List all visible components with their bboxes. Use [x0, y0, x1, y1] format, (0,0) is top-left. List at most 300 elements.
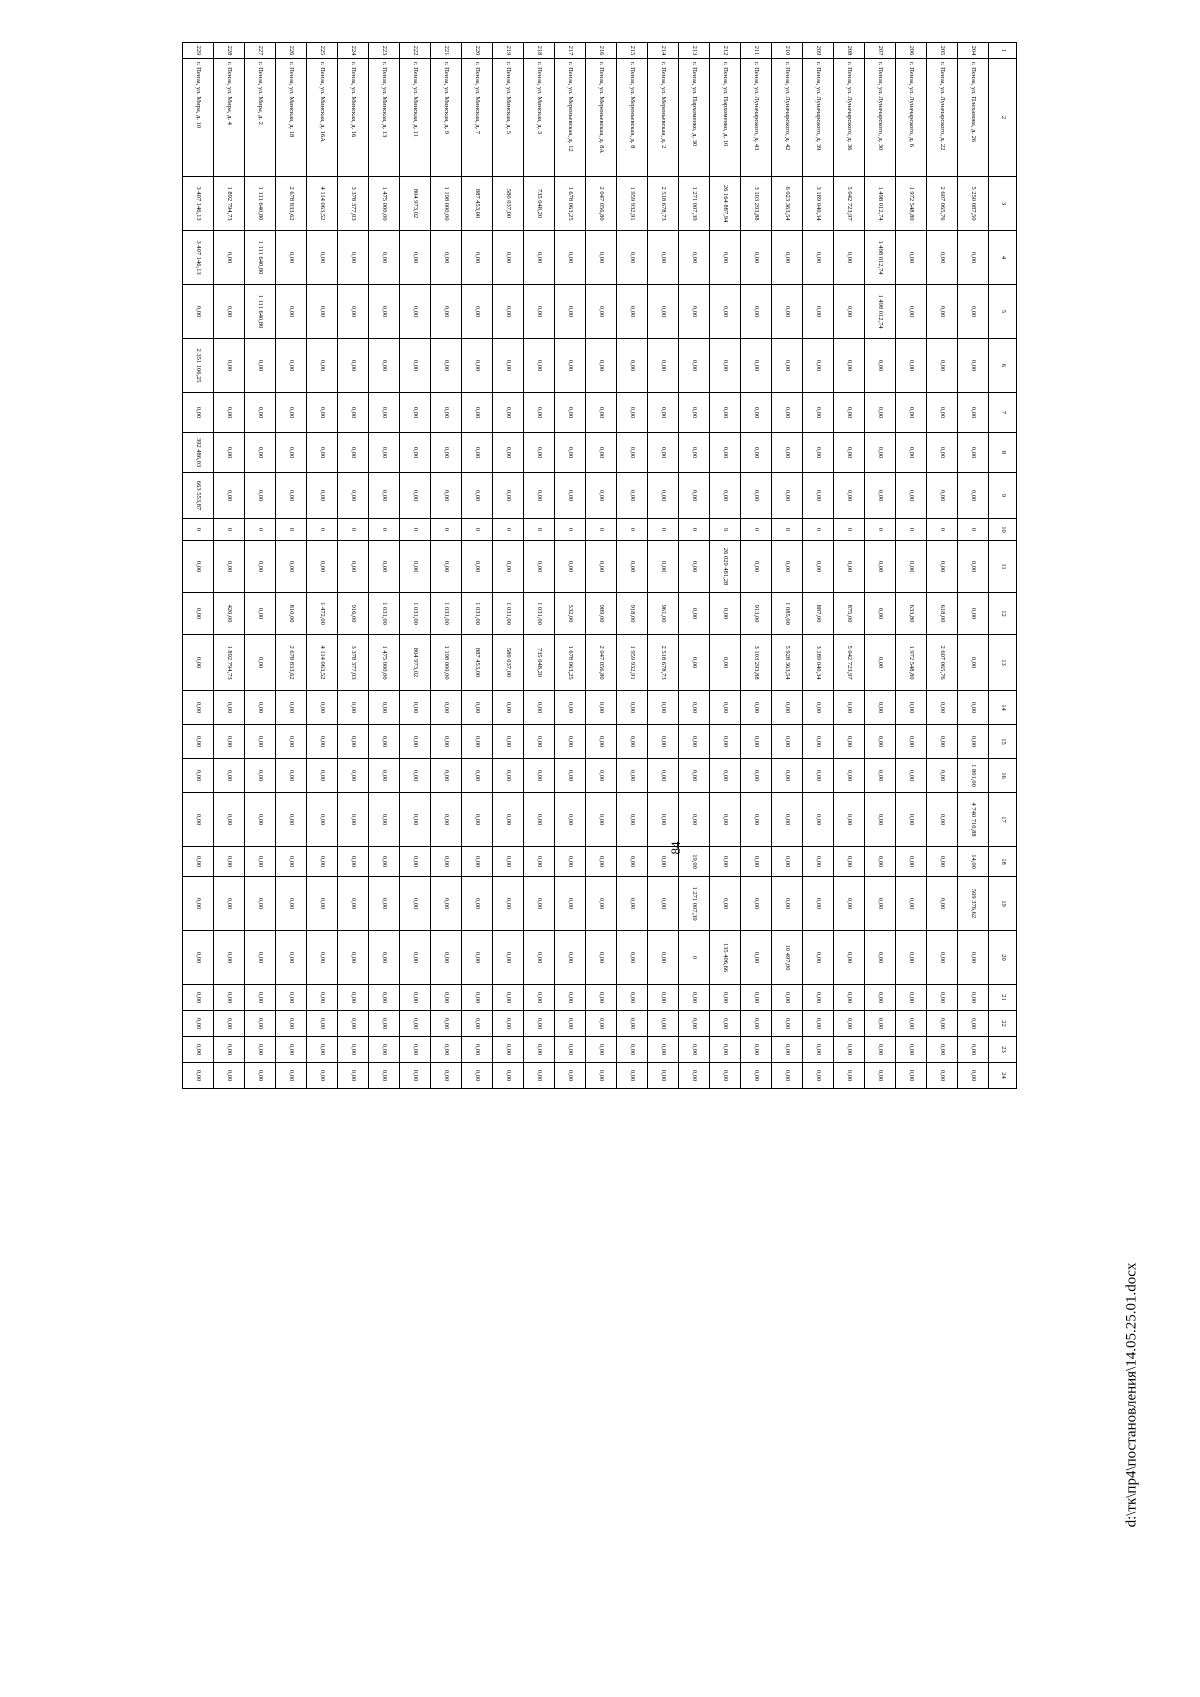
value-cell: 0,00 [772, 1011, 803, 1037]
value-cell: 0,00 [431, 793, 462, 847]
value-cell: 0,00 [183, 759, 214, 793]
value-cell: 0,00 [462, 285, 493, 339]
row-number-cell: 226 [276, 43, 307, 59]
value-cell: 0,00 [834, 985, 865, 1011]
value-cell: 0 [679, 931, 710, 985]
value-cell: 0,00 [307, 1063, 338, 1089]
value-cell: 0 [493, 519, 524, 541]
value-cell: 0,00 [772, 725, 803, 759]
value-cell: 0,00 [586, 1011, 617, 1037]
row-number-cell: 228 [214, 43, 245, 59]
value-cell: 0,00 [462, 541, 493, 593]
value-cell: 0,00 [338, 725, 369, 759]
value-cell: 0,00 [214, 793, 245, 847]
value-cell: 0 [741, 519, 772, 541]
value-cell: 0 [245, 519, 276, 541]
value-cell: 0,00 [400, 339, 431, 393]
value-cell: 0,00 [462, 473, 493, 519]
column-header-14: 14 [989, 691, 1017, 725]
value-cell: 0 [803, 519, 834, 541]
value-cell: 0,00 [927, 985, 958, 1011]
value-cell: 0,00 [369, 759, 400, 793]
value-cell: 0,00 [834, 473, 865, 519]
value-cell: 26 164 887,94 [710, 177, 741, 231]
column-header-23: 23 [989, 1037, 1017, 1063]
column-header-20: 20 [989, 931, 1017, 985]
value-cell: 0,00 [431, 691, 462, 725]
value-cell: 2 047 056,80 [586, 177, 617, 231]
value-cell: 0,00 [710, 593, 741, 635]
value-cell: 0,00 [679, 433, 710, 473]
column-header-22: 22 [989, 1011, 1017, 1037]
value-cell: 0,00 [400, 985, 431, 1011]
value-cell: 135 406,66 [710, 931, 741, 985]
value-cell: 0,00 [958, 1063, 989, 1089]
value-cell: 0,00 [741, 1037, 772, 1063]
value-cell: 0,00 [710, 635, 741, 691]
value-cell: 0,00 [741, 339, 772, 393]
value-cell: 5 042 723,97 [834, 635, 865, 691]
address-cell: г. Пенза, ул. Мира, д. 10 [183, 59, 214, 177]
value-cell: 0,00 [183, 793, 214, 847]
value-cell: 0,00 [710, 847, 741, 877]
value-cell: 0,00 [648, 393, 679, 433]
table-row [586, 43, 617, 1089]
value-cell: 0,00 [586, 931, 617, 985]
value-cell: 0,00 [834, 433, 865, 473]
value-cell: 0,00 [865, 725, 896, 759]
address-cell: г. Пенза, ул. Луначарского, д. 43 [741, 59, 772, 177]
value-cell: 0,00 [865, 759, 896, 793]
value-cell: 0,00 [679, 725, 710, 759]
value-cell: 0,00 [524, 473, 555, 519]
value-cell: 3 103 293,88 [741, 635, 772, 691]
value-cell: 0,00 [493, 877, 524, 931]
value-cell: 0,00 [803, 931, 834, 985]
column-header-5: 5 [989, 285, 1017, 339]
value-cell: 0 [617, 519, 648, 541]
value-cell: 0,00 [679, 285, 710, 339]
value-cell: 0,00 [493, 793, 524, 847]
value-cell: 0,00 [524, 877, 555, 931]
value-cell: 1 111 640,80 [245, 285, 276, 339]
value-cell: 2 047 056,80 [586, 635, 617, 691]
value-cell: 0,00 [338, 793, 369, 847]
value-cell: 0,00 [307, 691, 338, 725]
value-cell: 0,00 [741, 793, 772, 847]
value-cell: 0,00 [617, 393, 648, 433]
value-cell: 0,00 [927, 231, 958, 285]
value-cell: 0,00 [586, 473, 617, 519]
value-cell: 0,00 [927, 433, 958, 473]
value-cell: 0,00 [524, 433, 555, 473]
value-cell: 0,00 [896, 231, 927, 285]
value-cell: 0,00 [896, 931, 927, 985]
value-cell: 0,00 [276, 339, 307, 393]
address-cell: г. Пенза, ул. Мереньевская, д. 8 [617, 59, 648, 177]
value-cell: 5 042 723,97 [834, 177, 865, 231]
value-cell: 0,00 [803, 1063, 834, 1089]
value-cell: 0,00 [555, 985, 586, 1011]
value-cell: 0 [896, 519, 927, 541]
value-cell: 0 [555, 519, 586, 541]
value-cell: 0,00 [493, 393, 524, 433]
value-cell: 0,00 [338, 433, 369, 473]
value-cell: 0,00 [865, 1011, 896, 1037]
value-cell: 0,00 [648, 759, 679, 793]
value-cell: 0,00 [431, 339, 462, 393]
value-cell: 0,00 [183, 877, 214, 931]
value-cell: 0,00 [369, 433, 400, 473]
value-cell: 4 740 710,88 [958, 793, 989, 847]
value-cell: 0,00 [679, 759, 710, 793]
value-cell: 0,00 [369, 285, 400, 339]
value-cell: 0,00 [276, 541, 307, 593]
value-cell: 0,00 [338, 691, 369, 725]
value-cell: 0,00 [183, 725, 214, 759]
column-header-6: 6 [989, 339, 1017, 393]
value-cell: 0,00 [245, 541, 276, 593]
value-cell: 0,00 [958, 931, 989, 985]
value-cell: 0,00 [431, 1063, 462, 1089]
value-cell: 0,00 [958, 635, 989, 691]
value-cell: 1 031,00 [400, 593, 431, 635]
value-cell: 0,00 [493, 473, 524, 519]
value-cell: 0,00 [555, 877, 586, 931]
value-cell: 0,00 [896, 1037, 927, 1063]
value-cell: 0,00 [307, 433, 338, 473]
value-cell: 0,00 [710, 725, 741, 759]
value-cell: 0,00 [338, 231, 369, 285]
value-cell: 0,00 [648, 1063, 679, 1089]
value-cell: 0,00 [679, 593, 710, 635]
value-cell: 0,00 [276, 759, 307, 793]
value-cell: 0,00 [555, 793, 586, 847]
value-cell: 0,00 [276, 691, 307, 725]
value-cell: 1 801,00 [958, 759, 989, 793]
value-cell: 1 031,00 [462, 593, 493, 635]
table-row [865, 43, 896, 1089]
value-cell: 0,00 [400, 793, 431, 847]
value-cell: 0,00 [772, 1037, 803, 1063]
value-cell: 2 351 106,25 [183, 339, 214, 393]
value-cell: 0,00 [276, 1037, 307, 1063]
value-cell: 0,00 [834, 231, 865, 285]
value-cell: 0,00 [183, 847, 214, 877]
value-cell: 0,00 [524, 931, 555, 985]
value-cell: 0,00 [462, 231, 493, 285]
value-cell: 0,00 [865, 691, 896, 725]
value-cell: 0,00 [245, 725, 276, 759]
value-cell: 392 486,03 [183, 433, 214, 473]
value-cell: 1 271 007,39 [679, 177, 710, 231]
row-number-cell: 222 [400, 43, 431, 59]
value-cell: 0,00 [245, 393, 276, 433]
table-row [276, 43, 307, 1089]
value-cell: 0,00 [555, 433, 586, 473]
value-cell: 887 453,00 [462, 177, 493, 231]
row-number-cell: 220 [462, 43, 493, 59]
value-cell: 0,00 [307, 985, 338, 1011]
value-cell: 0,00 [803, 1037, 834, 1063]
value-cell: 10 497,00 [772, 931, 803, 985]
table-body [183, 43, 989, 1089]
address-cell: г. Пенза, ул. Минская, д. 7 [462, 59, 493, 177]
value-cell: 1 475 000,00 [369, 177, 400, 231]
value-cell: 0,00 [865, 433, 896, 473]
value-cell: 0,00 [803, 985, 834, 1011]
value-cell: 0,00 [369, 985, 400, 1011]
address-cell: г. Пенза, ул. Мира, д. 4 [214, 59, 245, 177]
value-cell: 0,00 [276, 793, 307, 847]
table-row [400, 43, 431, 1089]
value-cell: 0,00 [710, 691, 741, 725]
value-cell: 0,00 [400, 847, 431, 877]
value-cell: 0,00 [710, 339, 741, 393]
value-cell: 0,00 [369, 541, 400, 593]
value-cell: 0,00 [710, 231, 741, 285]
column-header-1: 1 [989, 43, 1017, 59]
value-cell: 0,00 [586, 1037, 617, 1063]
table-row [493, 43, 524, 1089]
address-cell: г. Пенза, ул. Мереньевская, д. 2 [648, 59, 679, 177]
value-cell: 14,00 [958, 847, 989, 877]
value-cell: 0,00 [462, 793, 493, 847]
column-header-8: 8 [989, 433, 1017, 473]
value-cell: 0,00 [803, 759, 834, 793]
value-cell: 1 472,00 [307, 593, 338, 635]
value-cell: 0 [524, 519, 555, 541]
value-cell: 0 [214, 519, 245, 541]
value-cell: 0,00 [741, 473, 772, 519]
value-cell: 0,00 [555, 759, 586, 793]
value-cell: 0,00 [679, 635, 710, 691]
table-row [834, 43, 865, 1089]
value-cell: 0,00 [524, 541, 555, 593]
value-cell: 0,00 [741, 725, 772, 759]
value-cell: 0,00 [586, 985, 617, 1011]
value-cell: 0,00 [338, 393, 369, 433]
value-cell: 0,00 [369, 691, 400, 725]
value-cell: 0,00 [803, 473, 834, 519]
value-cell: 0,00 [679, 339, 710, 393]
address-cell: г. Пенза, ул. Мереньевская, д. 8А [586, 59, 617, 177]
value-cell: 0,00 [586, 793, 617, 847]
value-cell: 2 607 065,76 [927, 635, 958, 691]
row-number-cell: 217 [555, 43, 586, 59]
value-cell: 0 [679, 519, 710, 541]
value-cell: 0,00 [245, 1011, 276, 1037]
value-cell: 0,00 [276, 285, 307, 339]
value-cell: 0,00 [245, 473, 276, 519]
value-cell: 0,00 [927, 1011, 958, 1037]
row-number-cell: 225 [307, 43, 338, 59]
value-cell: 0,00 [896, 759, 927, 793]
value-cell: 0,00 [555, 931, 586, 985]
value-cell: 0,00 [617, 433, 648, 473]
value-cell: 0,00 [865, 931, 896, 985]
value-cell: 0,00 [307, 393, 338, 433]
value-cell: 0,00 [834, 541, 865, 593]
value-cell: 0,00 [927, 931, 958, 985]
value-cell: 0,00 [803, 793, 834, 847]
value-cell: 0,00 [927, 285, 958, 339]
value-cell: 0,00 [555, 1063, 586, 1089]
value-cell: 3 407 146,13 [183, 231, 214, 285]
column-number-header-row [989, 43, 1017, 1089]
value-cell: 0,00 [741, 393, 772, 433]
value-cell: 0,00 [524, 759, 555, 793]
value-cell: 0,00 [741, 285, 772, 339]
value-cell: 4 114 063,52 [307, 177, 338, 231]
value-cell: 3 378 377,03 [338, 635, 369, 691]
value-cell: 0,00 [648, 433, 679, 473]
value-cell: 0,00 [865, 393, 896, 433]
column-header-7: 7 [989, 393, 1017, 433]
value-cell: 0,00 [555, 285, 586, 339]
value-cell: 0,00 [896, 473, 927, 519]
value-cell: 0,00 [369, 393, 400, 433]
value-cell: 0,00 [865, 847, 896, 877]
address-cell: г. Пенза, ул. Луначарского, д. 22 [927, 59, 958, 177]
table-row [617, 43, 648, 1089]
value-cell: 0,00 [741, 1063, 772, 1089]
value-cell: 0,00 [338, 1063, 369, 1089]
value-cell: 0,00 [617, 1011, 648, 1037]
budget-table [182, 42, 1017, 1089]
value-cell: 0,00 [741, 931, 772, 985]
value-cell: 0,00 [307, 473, 338, 519]
value-cell: 0,00 [214, 847, 245, 877]
value-cell: 0,00 [958, 541, 989, 593]
value-cell: 0,00 [896, 1011, 927, 1037]
value-cell: 0,00 [400, 433, 431, 473]
value-cell: 0,00 [958, 473, 989, 519]
value-cell: 0,00 [617, 691, 648, 725]
row-number-cell: 224 [338, 43, 369, 59]
value-cell: 0,00 [927, 759, 958, 793]
value-cell: 0,00 [400, 759, 431, 793]
value-cell: 0,00 [617, 473, 648, 519]
row-number-cell: 208 [834, 43, 865, 59]
value-cell: 0,00 [431, 759, 462, 793]
value-cell: 0,00 [803, 393, 834, 433]
table-row [648, 43, 679, 1089]
value-cell: 0,00 [369, 231, 400, 285]
value-cell: 0,00 [524, 793, 555, 847]
value-cell: 0,00 [617, 725, 648, 759]
value-cell: 0,00 [679, 1063, 710, 1089]
value-cell: 0,00 [834, 1037, 865, 1063]
value-cell: 1 972 548,80 [896, 635, 927, 691]
value-cell: 0,00 [617, 847, 648, 877]
value-cell: 0,00 [958, 1011, 989, 1037]
value-cell: 810,00 [276, 593, 307, 635]
value-cell: 0,00 [865, 1063, 896, 1089]
value-cell: 0,00 [400, 691, 431, 725]
value-cell: 0,00 [586, 847, 617, 877]
value-cell: 0,00 [400, 393, 431, 433]
row-number-cell: 210 [772, 43, 803, 59]
value-cell: 0,00 [431, 393, 462, 433]
column-header-3: 3 [989, 177, 1017, 231]
value-cell: 1 678 063,25 [555, 635, 586, 691]
value-cell: 0 [431, 519, 462, 541]
value-cell: 0,00 [338, 985, 369, 1011]
value-cell: 2 607 065,76 [927, 177, 958, 231]
value-cell: 0,00 [927, 847, 958, 877]
value-cell: 0,00 [617, 931, 648, 985]
value-cell: 580 037,00 [493, 177, 524, 231]
value-cell: 0,00 [245, 759, 276, 793]
value-cell: 0,00 [214, 1063, 245, 1089]
value-cell: 0,00 [245, 931, 276, 985]
value-cell: 0,00 [555, 725, 586, 759]
value-cell: 0,00 [276, 725, 307, 759]
value-cell: 0,00 [307, 1011, 338, 1037]
value-cell: 580 037,00 [493, 635, 524, 691]
value-cell: 0,00 [772, 473, 803, 519]
value-cell: 1 085,00 [772, 593, 803, 635]
value-cell: 0,00 [555, 847, 586, 877]
value-cell: 0,00 [462, 1063, 493, 1089]
value-cell: 0,00 [772, 285, 803, 339]
value-cell: 0,00 [183, 285, 214, 339]
row-number-cell: 218 [524, 43, 555, 59]
value-cell: 0,00 [307, 847, 338, 877]
value-cell: 0,00 [586, 691, 617, 725]
value-cell: 0,00 [431, 473, 462, 519]
value-cell: 0,00 [648, 473, 679, 519]
address-cell: г. Пенза, ул. Луначарского, д. 42 [772, 59, 803, 177]
value-cell: 0,00 [741, 433, 772, 473]
column-header-17: 17 [989, 793, 1017, 847]
value-cell: 5 928 363,54 [772, 635, 803, 691]
value-cell: 0,00 [927, 1037, 958, 1063]
value-cell: 0,00 [803, 1011, 834, 1037]
value-cell: 0,00 [555, 339, 586, 393]
value-cell: 420,00 [214, 593, 245, 635]
value-cell: 0,00 [865, 541, 896, 593]
value-cell: 0,00 [772, 877, 803, 931]
table-row [896, 43, 927, 1089]
value-cell: 0,00 [679, 1037, 710, 1063]
address-cell: г. Пенза, ул. Пархоменко, д. 30 [679, 59, 710, 177]
value-cell: 1 111 640,80 [245, 231, 276, 285]
value-cell: 0,00 [648, 541, 679, 593]
value-cell: 0,00 [214, 433, 245, 473]
value-cell: 0,00 [772, 759, 803, 793]
value-cell: 0,00 [245, 433, 276, 473]
value-cell: 0,00 [183, 635, 214, 691]
value-cell: 0,00 [927, 877, 958, 931]
value-cell: 0,00 [431, 433, 462, 473]
value-cell: 0,00 [493, 985, 524, 1011]
value-cell: 1 959 932,91 [617, 177, 648, 231]
value-cell: 0,00 [586, 339, 617, 393]
value-cell: 0,00 [338, 847, 369, 877]
value-cell: 0,00 [524, 1011, 555, 1037]
value-cell: 0,00 [896, 847, 927, 877]
value-cell: 0,00 [214, 339, 245, 393]
value-cell: 0,00 [741, 759, 772, 793]
value-cell: 0,00 [958, 593, 989, 635]
value-cell: 0,00 [400, 931, 431, 985]
value-cell: 887,00 [803, 593, 834, 635]
row-number-cell: 214 [648, 43, 679, 59]
row-number-cell: 216 [586, 43, 617, 59]
address-cell: г. Пенза, ул. Минская, д. 13 [369, 59, 400, 177]
